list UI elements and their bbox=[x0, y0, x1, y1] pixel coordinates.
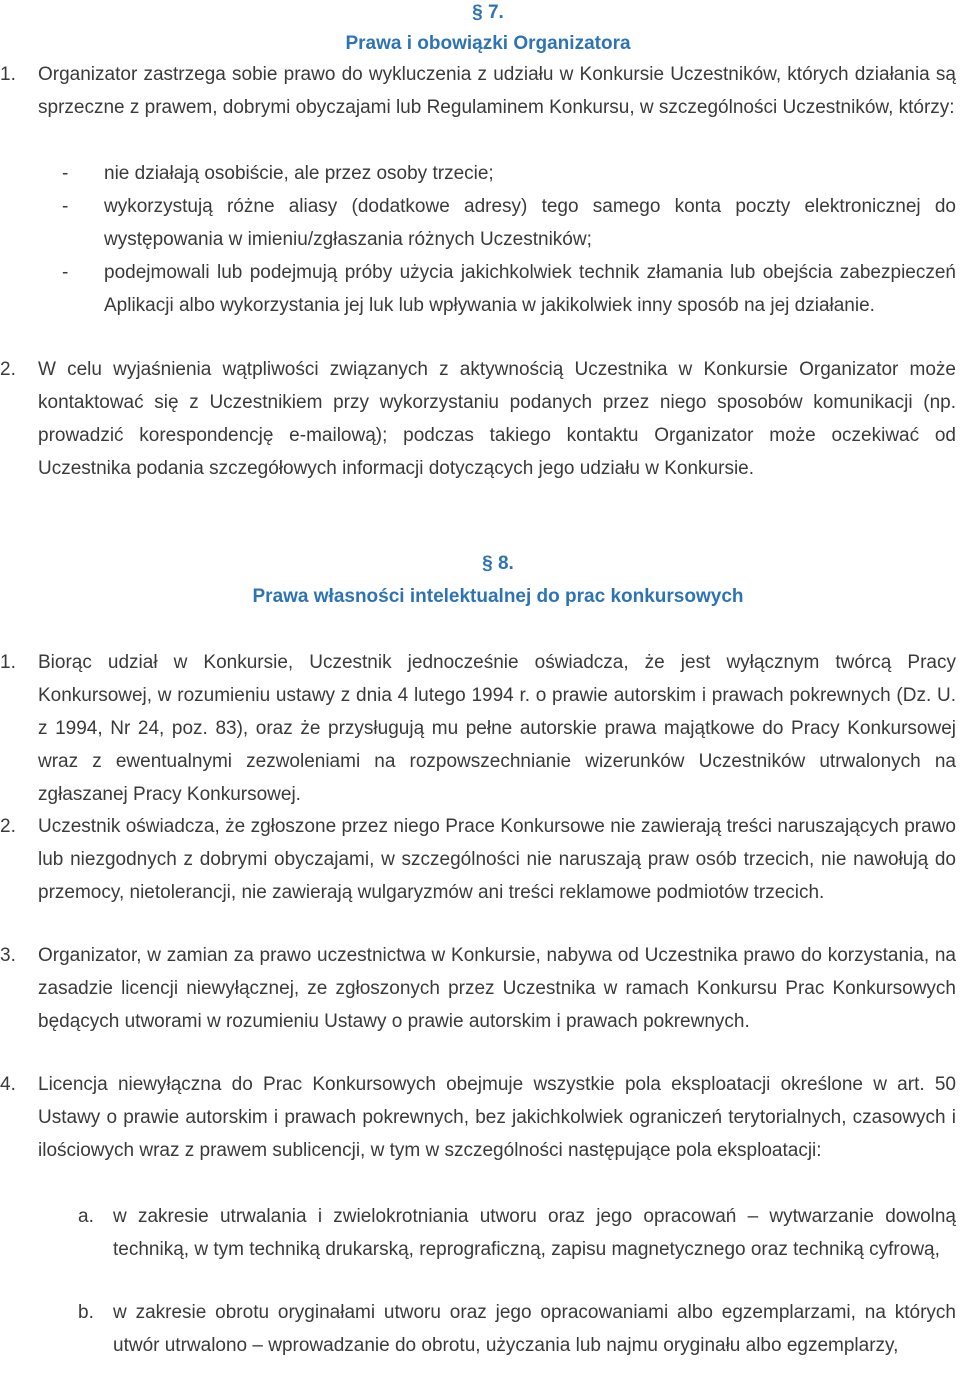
item-text: Uczestnik oświadcza, że zgłoszone przez niego Prace Konkursowe nie zawierają treści naruszających prawo lub niezgodnych z dobrymi obyczajami, w szczególności nie naruszają praw osób trzecich, nie nawołują do przemocy, nietolerancji, nie zawierają wulgaryzmów ani treści reklamowe podmiotów trzecich. bbox=[38, 816, 956, 903]
bullet-text: podejmowali lub podejmują próby użycia jakichkolwiek technik złamania lub obejścia zabezpieczeń Aplikacji albo wykorzystania jej luk lub wpływania w jakikolwiek inny sposób na jej działanie. bbox=[104, 262, 956, 316]
section-7-symbol: § 7. bbox=[472, 2, 504, 23]
item-number: 1. bbox=[0, 652, 16, 673]
subitem-letter: b. bbox=[78, 1302, 94, 1323]
section-7-title: Prawa i obowiązki Organizatora bbox=[345, 33, 631, 54]
section-8-title: Prawa własności intelektualnej do prac konkursowych bbox=[252, 586, 744, 607]
item-number: 4. bbox=[0, 1074, 16, 1095]
bullet-dash: - bbox=[62, 262, 69, 283]
item-number: 2. bbox=[0, 359, 16, 380]
bullet-dash: - bbox=[62, 163, 69, 184]
section-8-symbol: § 8. bbox=[482, 553, 514, 574]
item-number: 1. bbox=[0, 64, 16, 85]
subitem-text: w zakresie obrotu oryginałami utworu oraz jego opracowaniami albo egzemplarzami, na których utwór utrwalono – wprowadzanie do obrotu, użyczania lub najmu oryginału albo egzemplarzy, bbox=[113, 1302, 956, 1356]
bullet-text: nie działają osobiście, ale przez osoby trzecie; bbox=[104, 163, 494, 184]
subitem-letter: a. bbox=[78, 1206, 94, 1227]
item-number: 3. bbox=[0, 945, 16, 966]
item-text: Organizator zastrzega sobie prawo do wykluczenia z udziału w Konkursie Uczestników, których działania są sprzeczne z prawem, dobrymi obyczajami lub Regulaminem Konkursu, w szczególności Uczestników, którzy: bbox=[38, 64, 956, 118]
item-text: W celu wyjaśnienia wątpliwości związanych z aktywnością Uczestnika w Konkursie Organizator może kontaktować się z Uczestnikiem przy wykorzystaniu podanych przez niego sposobów komunikacji (np. prowadzić korespondencję e-mailową); podczas takiego kontaktu Organizator może oczekiwać od Uczestnika podania szczegółowych informacji dotyczących jego udziału w Konkursie. bbox=[38, 359, 956, 479]
item-number: 2. bbox=[0, 816, 16, 837]
item-text: Licencja niewyłączna do Prac Konkursowych obejmuje wszystkie pola eksploatacji określone w art. 50 Ustawy o prawie autorskim i prawach pokrewnych, bez jakichkolwiek ograniczeń terytorialnych, czasowych i ilościowych wraz z prawem sublicencji, w tym w szczególności następujące pola eksploatacji: bbox=[38, 1074, 956, 1161]
item-text: Organizator, w zamian za prawo uczestnictwa w Konkursie, nabywa od Uczestnika prawo do korzystania, na zasadzie licencji niewyłącznej, ze zgłoszonych przez Uczestnika w ramach Konkursu Prac Konkursowych będących utworami w rozumieniu Ustawy o prawie autorskim i prawach pokrewnych. bbox=[38, 945, 956, 1032]
item-text: Biorąc udział w Konkursie, Uczestnik jednocześnie oświadcza, że jest wyłącznym twórcą Pracy Konkursowej, w rozumieniu ustawy z dnia 4 lutego 1994 r. o prawie autorskim i prawach pokrewnych (Dz. U. z 1994, Nr 24, poz. 83), oraz że przysługują mu pełne autorskie prawa majątkowe do Pracy Konkursowej wraz z ewentualnymi zezwoleniami na rozpowszechnianie wizerunków Uczestników utrwalonych na zgłaszanej Pracy Konkursowej. bbox=[38, 652, 956, 805]
bullet-text: wykorzystują różne aliasy (dodatkowe adresy) tego samego konta poczty elektronicznej do występowania w imieniu/zgłaszania różnych Uczestników; bbox=[104, 196, 956, 250]
subitem-text: w zakresie utrwalania i zwielokrotniania utworu oraz jego opracowań – wytwarzanie dowolną techniką, w tym techniką drukarską, reprograficzną, zapisu magnetycznego oraz techniką cyfrową, bbox=[113, 1206, 956, 1260]
bullet-dash: - bbox=[62, 196, 69, 217]
